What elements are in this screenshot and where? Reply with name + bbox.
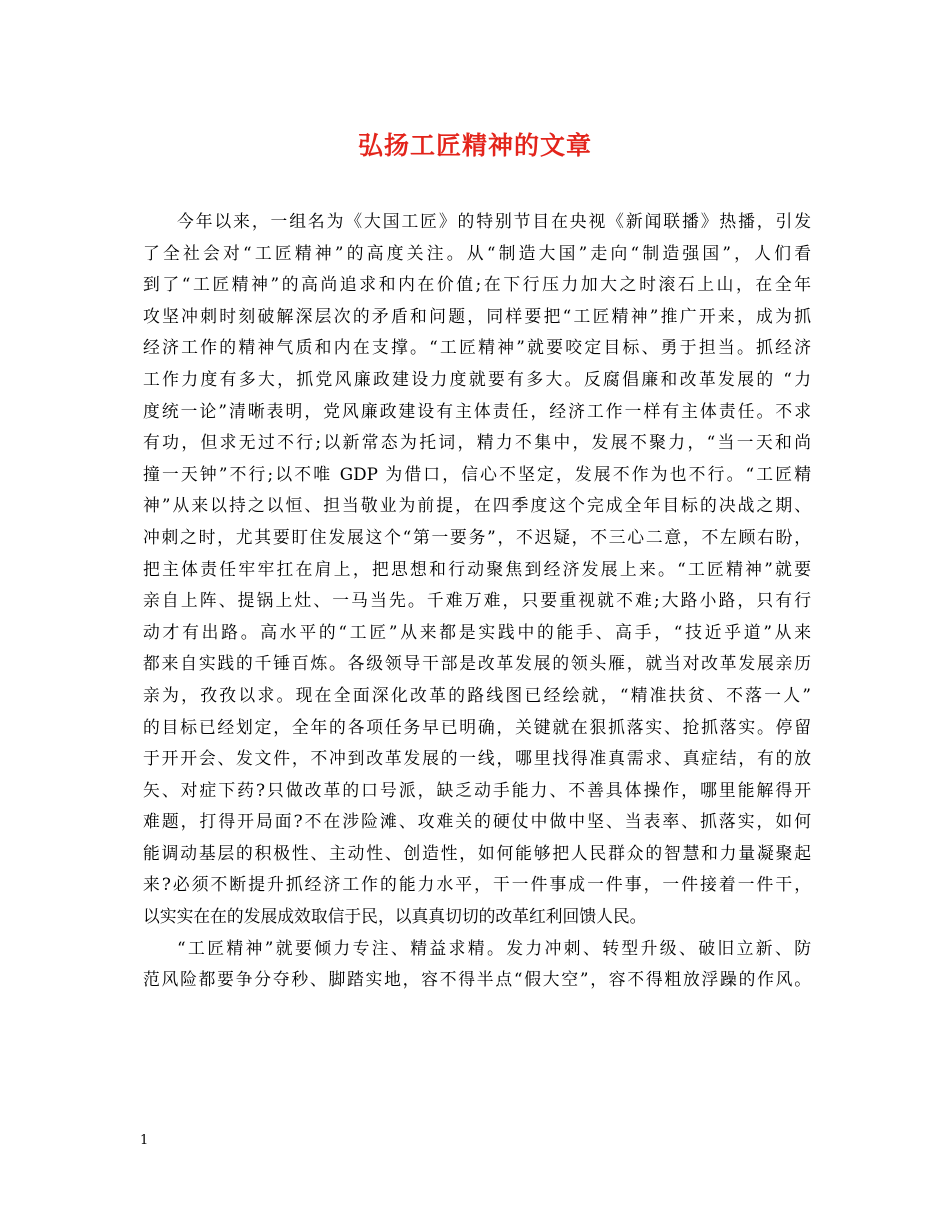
text-line: 范风险都要争分夺秒、脚踏实地，容不得半点“假大空”，容不得粗放浮躁的作风。: [143, 969, 811, 990]
text-line: 神”从来以持之以恒、担当敬业为前提，在四季度这个完成全年目标的决战之期、: [143, 495, 811, 516]
text-line: 撞一天钟”不行;以不唯 GDP 为借口，信心不坚定，发展不作为也不行。“工匠精: [143, 463, 811, 484]
text-line: 能调动基层的积极性、主动性、创造性，如何能够把人民群众的智慧和力量凝聚起: [143, 842, 811, 863]
text-line: 把主体责任牢牢扛在肩上，把思想和行动聚焦到经济发展上来。“工匠精神”就要: [143, 558, 811, 579]
text-line: 经济工作的精神气质和内在支撑。“工匠精神”就要咬定目标、勇于担当。抓经济: [143, 337, 811, 358]
text-line: 今年以来，一组名为《大国工匠》的特别节目在央视《新闻联播》热播，引发: [177, 211, 811, 231]
text-line: 的目标已经划定，全年的各项任务早已明确，关键就在狠抓落实、抢抓落实。停留: [143, 716, 811, 737]
page-number: 1: [140, 1133, 149, 1148]
text-line: 亲自上阵、提锅上灶、一马当先。千难万难，只要重视就不难;大路小路，只有行: [143, 590, 811, 611]
text-line: 有功，但求无过不行;以新常态为托词，精力不集中，发展不聚力，“当一天和尚: [143, 432, 811, 453]
text-line: 于开开会、发文件，不冲到改革发展的一线，哪里找得准真需求、真症结，有的放: [143, 748, 811, 769]
text-line: 以实实在在的发展成效取信于民，以真真切切的改革红利回馈人民。: [143, 906, 647, 927]
text-line: 度统一论”清晰表明，党风廉政建设有主体责任，经济工作一样有主体责任。不求: [143, 400, 811, 421]
document-body: [143, 206, 811, 996]
text-line: 难题，打得开局面?不在涉险滩、攻难关的硬仗中做中坚、当表率、抓落实，如何: [143, 811, 811, 832]
text-line: 攻坚冲刺时刻破解深层次的矛盾和问题，同样要把“工匠精神”推广开来，成为抓: [143, 305, 811, 326]
text-line: 亲为，孜孜以求。现在全面深化改革的路线图已经绘就，“精准扶贫、不落一人”: [143, 684, 811, 705]
text-line: 矢、对症下药?只做改革的口号派，缺乏动手能力、不善具体操作，哪里能解得开: [143, 779, 811, 800]
text-line: 来?必须不断提升抓经济工作的能力水平，干一件事成一件事，一件接着一件干，: [143, 874, 811, 895]
document-title: 弘扬工匠精神的文章: [357, 131, 592, 160]
text-line: 冲刺之时，尤其要盯住发展这个“第一要务”，不迟疑，不三心二意，不左顾右盼，: [143, 526, 811, 547]
paragraph-2: [143, 933, 811, 996]
paragraph-1: [143, 206, 811, 933]
text-line: “工匠精神”就要倾力专注、精益求精。发力冲刺、转型升级、破旧立新、防: [177, 937, 811, 958]
text-line: 工作力度有多大，抓党风廉政建设力度就要有多大。反腐倡廉和改革发展的 “力: [143, 368, 811, 389]
text-line: 都来自实践的千锤百炼。各级领导干部是改革发展的领头雁，就当对改革发展亲历: [143, 653, 811, 674]
text-line: 动才有出路。高水平的“工匠”从来都是实践中的能手、高手，“技近乎道”从来: [143, 621, 811, 642]
text-line: 到了“工匠精神”的高尚追求和内在价值;在下行压力加大之时滚石上山，在全年: [143, 274, 811, 295]
text-line: 了全社会对“工匠精神”的高度关注。从“制造大国”走向“制造强国”，人们看: [143, 242, 811, 263]
